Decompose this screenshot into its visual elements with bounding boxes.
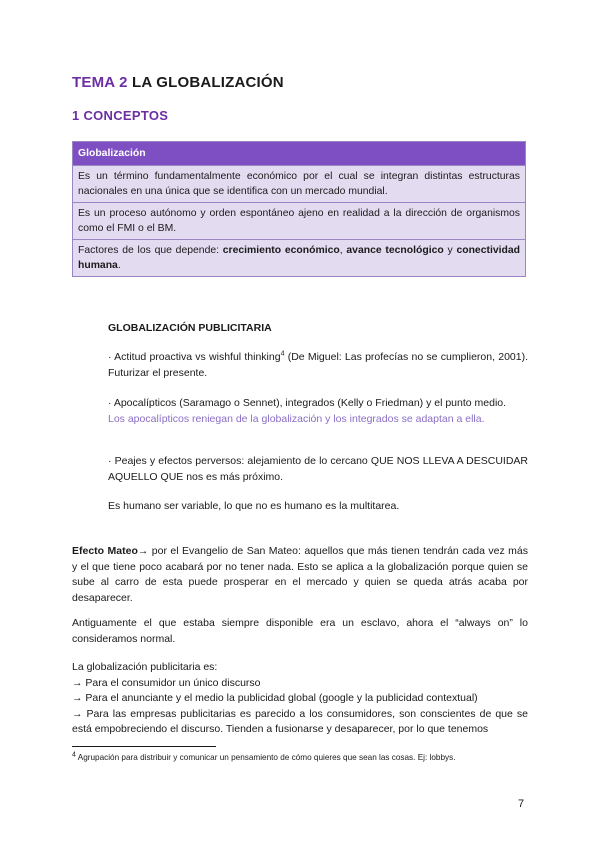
page-number: 7 — [518, 798, 525, 810]
footnote-ref[interactable]: 4 — [280, 350, 285, 358]
table-header: Globalización — [73, 142, 526, 166]
bullet-text: (De Miguel: Las profecías no se cumplieron, 2001). Futurizar el presente. — [108, 351, 528, 379]
bold-term: Efecto Mateo — [72, 545, 138, 557]
bullet-note: Los apocalípticos reniegan de la globalización y los integrados se adaptan a ella. — [108, 412, 485, 425]
list-item: → Para el anunciante y el medio la publicidad global (google y la publicidad contextual) — [72, 692, 478, 704]
section-heading: 1 CONCEPTOS — [72, 108, 169, 123]
footnote-mark: 4 — [72, 751, 76, 759]
table-row — [73, 240, 526, 277]
paragraph — [72, 544, 528, 606]
footnote — [72, 752, 528, 764]
bullet-item: · Peajes y efectos perversos: alejamiento de lo cercano QUE NOS LLEVA A DESCUIDAR AQUELLO QUE nos es más próximo. — [108, 455, 528, 483]
list-item: → Para el consumidor un único discurso — [72, 676, 261, 689]
table-row-text: , — [339, 245, 347, 256]
bold-term: avance tecnológico — [346, 245, 444, 256]
bullet-text: · Apocalípticos (Saramago o Sennet), integrados (Kelly o Friedman) y el punto medio. — [108, 397, 507, 409]
list — [72, 660, 528, 738]
list-intro: La globalización publicitaria es: — [72, 661, 218, 673]
bullet-text: · Actitud proactiva vs wishful thinking — [108, 351, 281, 363]
definition-table — [72, 141, 526, 277]
bullet-item — [108, 396, 528, 427]
chapter-heading — [72, 74, 284, 91]
table-row-text: Factores de los que depende: — [78, 245, 223, 256]
bullet-item — [108, 350, 528, 381]
bold-term: crecimiento económico — [222, 245, 340, 256]
chapter-title: LA GLOBALIZACIÓN — [132, 74, 284, 91]
bullet-item: Es humano ser variable, lo que no es humano es la multitarea. — [108, 500, 400, 512]
paragraph: Antiguamente el que estaba siempre disponible era un esclavo, ahora el “always on” lo consideramos normal. — [72, 617, 528, 645]
table-row-text: y — [443, 245, 457, 256]
list-item: → Para las empresas publicitarias es parecido a los consumidores, son conscientes de que se está empobreciendo el discurso. Tienden a fusionarse y desaparecer, por lo que tenemos — [72, 707, 528, 735]
table-row: Es un proceso autónomo y orden espontáneo ajeno en realidad a la dirección de organismos como el FMI o el BM. — [73, 203, 526, 240]
footnote-text: Agrupación para distribuir y comunicar un pensamiento de cómo quieres que sean las cosas. Ej: lobbys. — [75, 753, 456, 762]
chapter-number: TEMA 2 — [72, 74, 128, 91]
table-row: Es un término fundamentalmente económico por el cual se integran distintas estructuras nacionales en una única que se identifica con un mercado mundial. — [73, 166, 526, 203]
subsection-title: GLOBALIZACIÓN PUBLICITARIA — [108, 322, 272, 334]
bold-term: conectividad humana — [78, 245, 520, 271]
table-row-text: . — [117, 260, 121, 271]
paragraph-text: → por el Evangelio de San Mateo: aquellos que más tienen tendrán cada vez más y el que tiene poco acabará por no tener nada. Esto se aplica a la globalización porque quien se sube al carro de esta puede prosperar en el mercado y quien se queda atrás acaba por desaparecer. — [72, 545, 529, 604]
footnote-divider — [72, 746, 216, 747]
